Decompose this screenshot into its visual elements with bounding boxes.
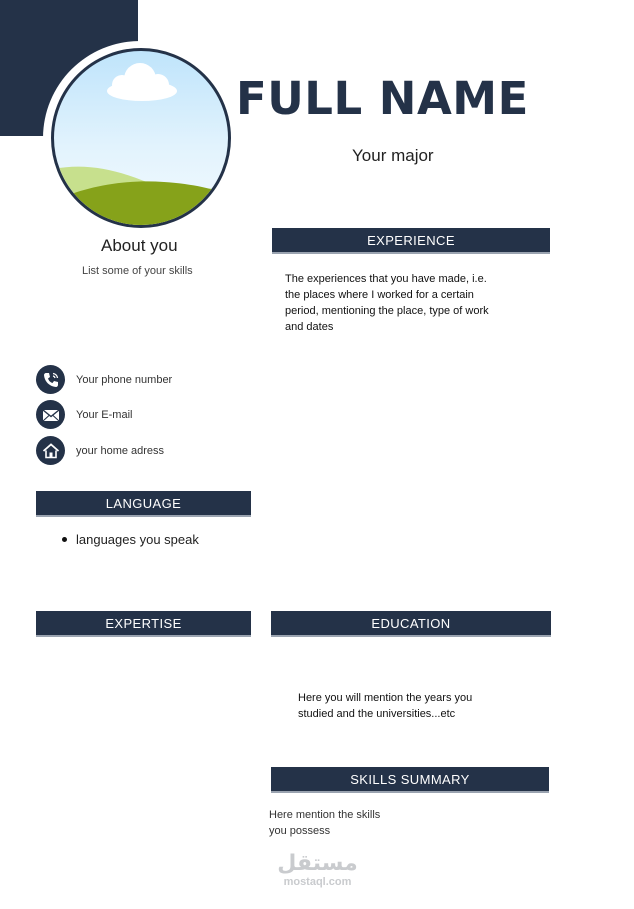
contact-home[interactable] [36,436,164,465]
full-name: FULL NAME [236,72,529,125]
phone-label: Your phone number [76,373,173,386]
major-subtitle: Your major [352,146,434,165]
home-label: your home adress [76,444,165,457]
mostaql-watermark [270,852,365,888]
about-title: About you [101,236,178,255]
skills-summary-text: Here mention the skills you possess [269,809,381,837]
contact-phone[interactable] [36,365,172,394]
watermark-latin: mostaql.com [283,876,352,888]
about-subtitle: List some of your skills [82,265,193,277]
email-label: Your E-mail [76,408,133,421]
envelope-icon [36,400,65,429]
experience-header: EXPERIENCE [272,228,550,254]
expertise-header: EXPERTISE [36,611,251,637]
watermark-arabic: مستقل [277,851,358,876]
home-icon [36,436,65,465]
experience-text: The experiences that you have made, i.e. the places where I worked for a certain period, mentioning the place, type of work and dates [285,273,489,333]
landscape-placeholder-icon [54,51,228,225]
skills-summary-header: SKILLS SUMMARY [271,767,549,793]
language-item: languages you speak [62,532,199,547]
education-header: EDUCATION [271,611,551,637]
profile-photo[interactable] [51,48,231,228]
contact-email[interactable] [36,400,132,429]
phone-icon [36,365,65,394]
language-header: LANGUAGE [36,491,251,517]
education-text: Here you will mention the years you studied and the universities...etc [298,692,473,720]
